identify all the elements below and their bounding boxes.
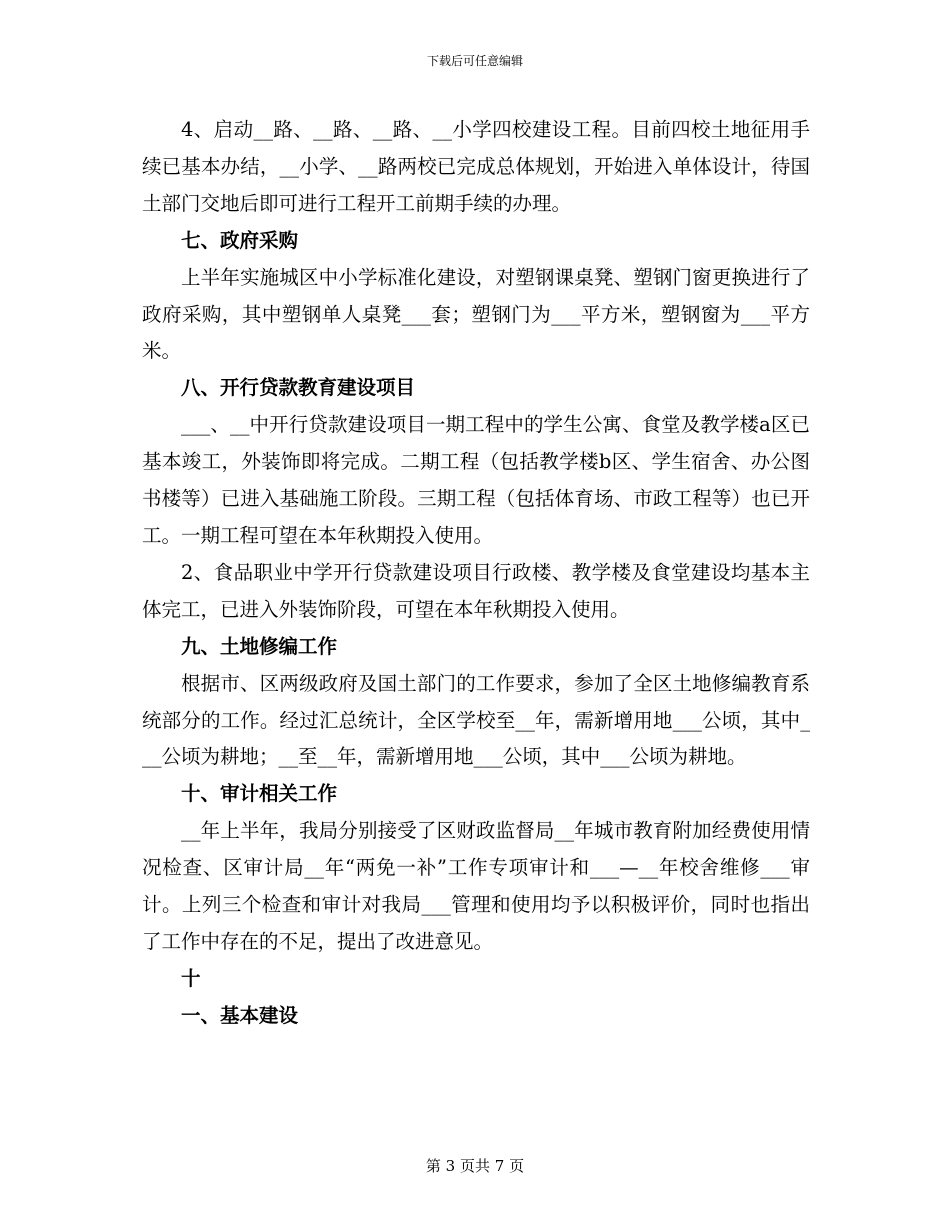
- paragraph-school-construction: 4、启动__路、__路、__路、__小学四校建设工程。目前四校土地征用手续已基本办结，__小学、__路两校已完成总体规划，开始进入单体设计，待国土部门交地后即可进行工程开工前期手续的办理。: [142, 118, 810, 215]
- section-heading-land-revision: 九、土地修编工作: [181, 634, 338, 658]
- section-heading-loan-projects: 八、开行贷款教育建设项目: [181, 376, 416, 400]
- paragraph-loan-project-1: ___、__中开行贷款建设项目一期工程中的学生公寓、食堂及教学楼a区已基本竣工，外装饰即将完成。二期工程（包括教学楼b区、学生宿舍、办公图书楼等）已进入基础施工阶段。三期工程（包括体育场、市政工程等）也已开工。一期工程可望在本年秋期投入使用。: [142, 413, 810, 547]
- paragraph-loan-project-2: 2、食品职业中学开行贷款建设项目行政楼、教学楼及食堂建设均基本主体完工，已进入外装饰阶段，可望在本年秋期投入使用。: [142, 560, 810, 621]
- document-body: [142, 112, 810, 1035]
- section-heading-procurement: 七、政府采购: [181, 228, 299, 252]
- section-heading-audit: 十、审计相关工作: [181, 782, 338, 806]
- paragraph-land-revision: 根据市、区两级政府及国土部门的工作要求，参加了全区土地修编教育系统部分的工作。经过汇总统计，全区学校至__年，需新增用地___公顷，其中___公顷为耕地；__至__年，需新增用地___公顷，其中___公顷为耕地。: [142, 671, 810, 769]
- paragraph-audit: __年上半年，我局分别接受了区财政监督局__年城市教育附加经费使用情况检查、区审计局__年“两免一补”工作专项审计和___—__年校舍维修___审计。上列三个检查和审计对我局___管理和使用均予以积极评价，同时也指出了工作中存在的不足，提出了改进意见。: [142, 819, 810, 953]
- section-heading-eleven-part1: 十: [181, 966, 201, 990]
- section-heading-eleven-part2: 一、基本建设: [181, 1003, 299, 1027]
- page-footer: 第 3 页共 7 页: [425, 1157, 525, 1175]
- paragraph-procurement: 上半年实施城区中小学标准化建设，对塑钢课桌凳、塑钢门窗更换进行了政府采购，其中塑钢单人桌凳___套；塑钢门为___平方米，塑钢窗为___平方米。: [142, 265, 810, 363]
- page-header: 下载后可任意编辑: [426, 54, 523, 68]
